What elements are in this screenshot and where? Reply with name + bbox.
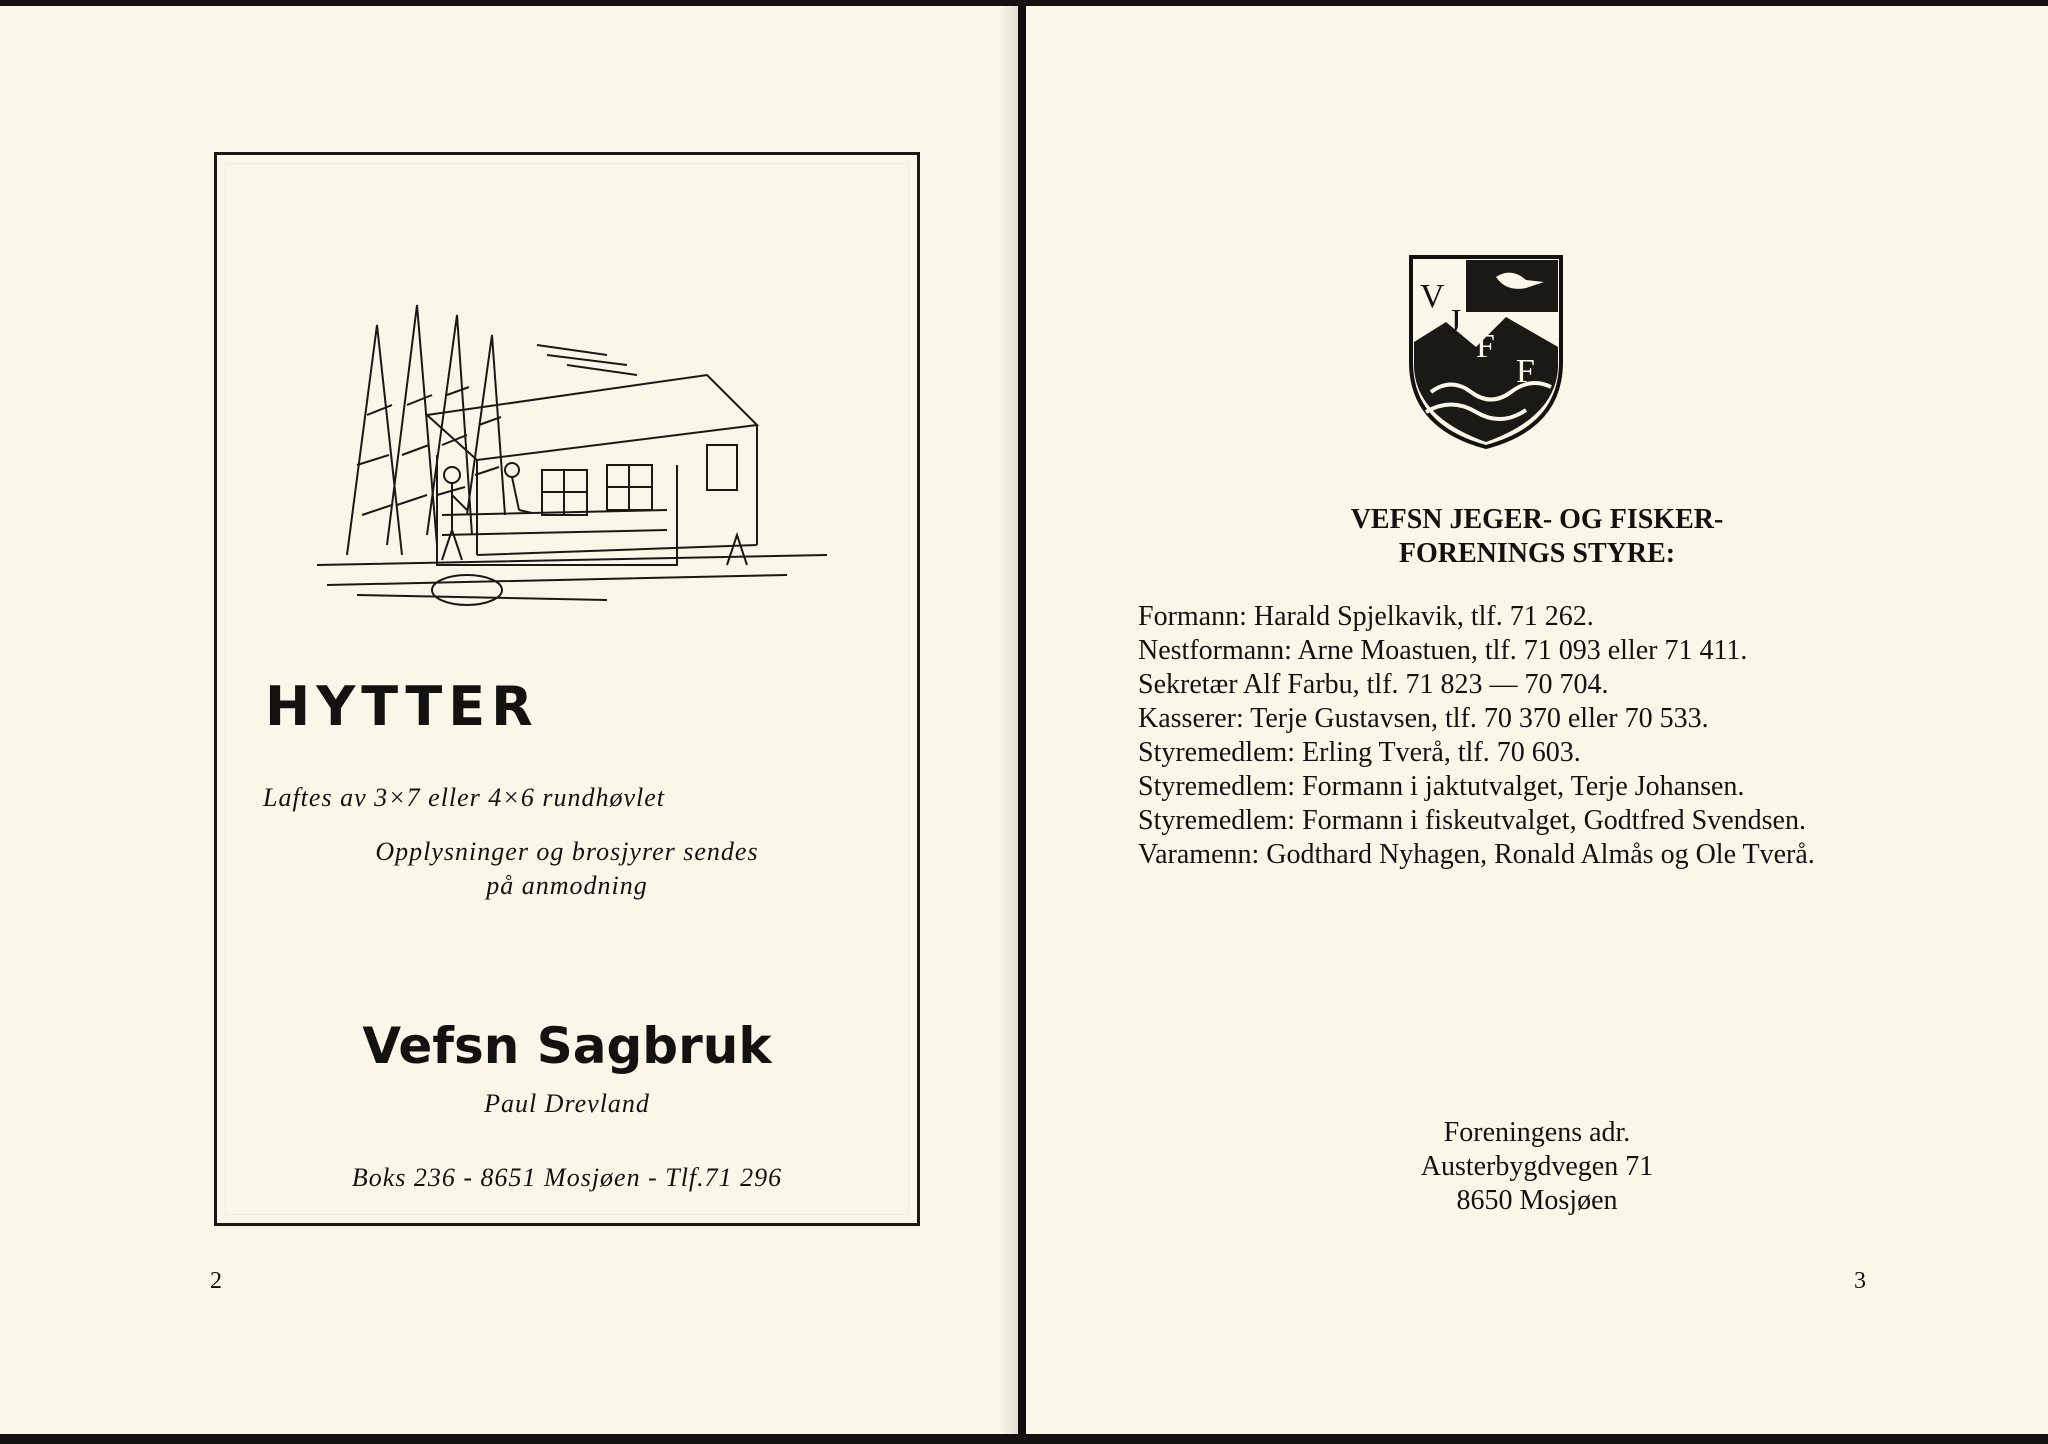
board-row-varamenn: Varamenn: Godthard Nyhagen, Ronald Almås og Ole Tverå. — [1138, 839, 1815, 870]
association-address-label: Foreningens adr. — [1443, 1117, 1631, 1148]
page-number-right: 3 — [1854, 1268, 1866, 1294]
board-row-styremedlem-3: Styremedlem: Formann i fiskeutvalget, Godtfred Svendsen. — [1138, 805, 1806, 836]
advertisement-box — [214, 152, 920, 1226]
board-row-sekretaer: Sekretær Alf Farbu, tlf. 71 823 — 70 704. — [1138, 669, 1609, 700]
emblem-letter-f2: F — [1516, 353, 1535, 390]
association-address-street: Austerbygdvegen 71 — [1420, 1151, 1654, 1182]
ad-address: Boks 236 - 8651 Mosjøen - Tlf.71 296 — [351, 1163, 783, 1192]
ad-line-dimensions: Laftes av 3×7 eller 4×6 rundhøvlet — [263, 783, 665, 812]
board-row-formann: Formann: Harald Spjelkavik, tlf. 71 262. — [1138, 601, 1594, 632]
board-row-styremedlem-2: Styremedlem: Formann i jaktutvalget, Terje Johansen. — [1138, 771, 1745, 802]
board-heading-line1: VEFSN JEGER- OG FISKER- — [1350, 504, 1724, 535]
board-row-styremedlem-1: Styremedlem: Erling Tverå, tlf. 70 603. — [1138, 737, 1581, 768]
ad-line-request: på anmodning — [486, 871, 648, 900]
ad-title: HYTTER — [265, 675, 539, 738]
ad-line-brochures: Opplysninger og brosjyrer sendes — [375, 837, 759, 866]
emblem-letter-f1: F — [1476, 328, 1495, 365]
ad-owner-name: Paul Drevland — [484, 1089, 650, 1118]
emblem-letter-v: V — [1420, 278, 1445, 315]
board-row-nestformann: Nestformann: Arne Moastuen, tlf. 71 093 eller 71 411. — [1138, 635, 1748, 666]
page-number-left: 2 — [210, 1268, 222, 1294]
right-page — [1026, 6, 2048, 1434]
cabin-illustration — [307, 265, 847, 615]
board-heading-line2: FORENINGS STYRE: — [1398, 538, 1676, 569]
board-row-kasserer: Kasserer: Terje Gustavsen, tlf. 70 370 eller 70 533. — [1138, 703, 1709, 734]
ad-company-name: Vefsn Sagbruk — [362, 1017, 772, 1075]
board-member-list — [1138, 600, 1866, 872]
bird-and-fish-crest-icon — [1406, 252, 1566, 452]
association-address-city: 8650 Mosjøen — [1456, 1185, 1618, 1216]
emblem-letter-j: J — [1448, 303, 1462, 340]
left-page — [0, 6, 1018, 1434]
